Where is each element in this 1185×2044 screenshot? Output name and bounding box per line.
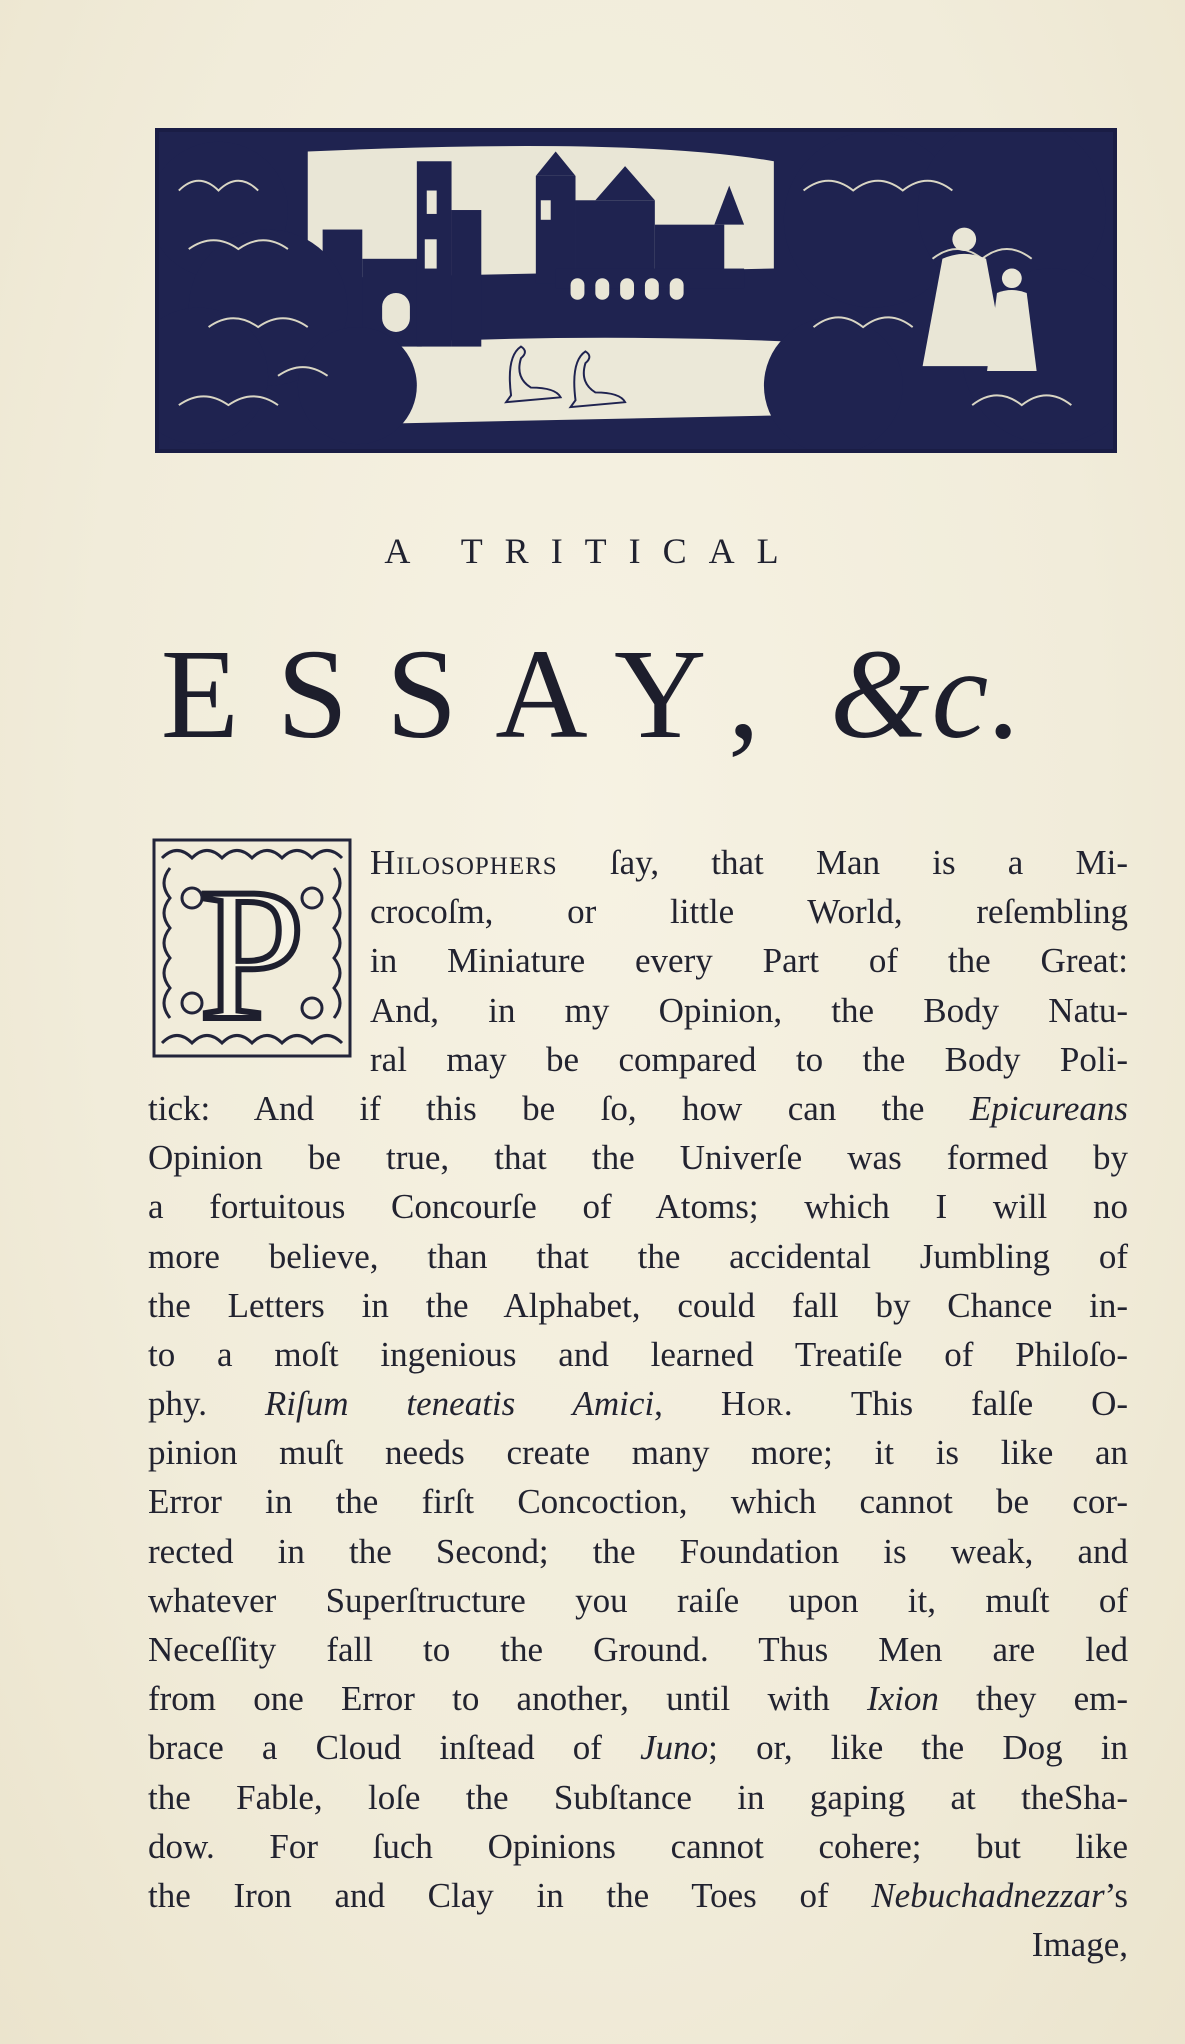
dropcap-letter: P bbox=[199, 850, 305, 1058]
main-title bbox=[0, 623, 1185, 765]
italic-text: Riſum teneatis Amici bbox=[264, 1384, 655, 1424]
text-line bbox=[148, 1035, 1128, 1084]
landscape-engraving bbox=[159, 132, 1113, 449]
text-line bbox=[148, 986, 1128, 1035]
text-segment: This falſe O- bbox=[793, 1384, 1128, 1424]
text-segment: more believe, than that the accidental Jumbling of bbox=[148, 1236, 1128, 1276]
text-line bbox=[148, 1576, 1128, 1625]
text-line bbox=[148, 1822, 1128, 1871]
text-segment: Neceſſity fall to the Ground. Thus Men are led bbox=[148, 1630, 1128, 1669]
text-segment: Image, bbox=[1031, 1925, 1128, 1965]
text-segment: ſay, that Man is a Mi- bbox=[557, 843, 1128, 882]
small-caps-text: Hilosophers bbox=[370, 843, 558, 882]
text-segment: they em- bbox=[938, 1679, 1128, 1719]
text-line bbox=[148, 1232, 1128, 1281]
text-segment: rected in the Second; the Foundation is weak, and bbox=[148, 1531, 1128, 1571]
italic-text: Epicureans bbox=[969, 1088, 1128, 1128]
text-line bbox=[148, 1428, 1128, 1477]
text-segment: brace a Cloud inſtead of bbox=[148, 1728, 641, 1768]
text-line bbox=[148, 1182, 1128, 1231]
italic-text: Nebuchadnezzar bbox=[871, 1875, 1105, 1915]
text-segment: the Iron and Clay in the Toes of bbox=[148, 1875, 872, 1915]
italic-text: Juno bbox=[640, 1728, 709, 1768]
text-segment: the Fable, loſe the Subſtance in gaping at theSha- bbox=[148, 1777, 1128, 1817]
subtitle: A TRITICAL bbox=[384, 531, 801, 571]
woodcut-headpiece-image bbox=[155, 128, 1117, 453]
text-line bbox=[148, 1527, 1128, 1576]
text-segment: to a moſt ingenious and learned Treatiſe of Philoſo- bbox=[148, 1334, 1128, 1374]
text-segment: the Letters in the Alphabet, could fall by Chance in- bbox=[148, 1285, 1128, 1325]
text-segment: ’s bbox=[1104, 1875, 1128, 1915]
text-segment: phy. bbox=[148, 1384, 265, 1424]
text-segment: from one Error to another, until with bbox=[148, 1679, 867, 1719]
text-segment: a fortuitous Concourſe of Atoms; which I will no bbox=[148, 1187, 1128, 1227]
text-line bbox=[148, 1330, 1128, 1379]
text-line bbox=[148, 1920, 1128, 1969]
small-caps-text: Hor. bbox=[720, 1384, 794, 1424]
text-segment: And, in my Opinion, the Body Natu- bbox=[370, 990, 1128, 1030]
text-line bbox=[148, 1084, 1128, 1133]
text-line bbox=[148, 887, 1128, 936]
text-line bbox=[148, 1625, 1128, 1674]
text-line bbox=[148, 1133, 1128, 1182]
text-segment: tick: And if this be ſo, how can the bbox=[148, 1088, 970, 1128]
italic-text: Ixion bbox=[866, 1679, 939, 1719]
text-segment: whatever Superſtructure you raiſe upon it, muſt of bbox=[148, 1580, 1128, 1620]
text-segment: ral may be compared to the Body Poli- bbox=[370, 1039, 1128, 1079]
text-segment: Opinion be true, that the Univerſe was formed by bbox=[148, 1138, 1128, 1178]
text-segment: ; or, like the Dog in bbox=[708, 1728, 1128, 1768]
title-main: ESSAY, bbox=[160, 623, 798, 765]
text-line bbox=[148, 1871, 1128, 1920]
text-line bbox=[148, 1281, 1128, 1330]
text-line bbox=[148, 1477, 1128, 1526]
text-segment: , bbox=[654, 1384, 721, 1424]
text-line bbox=[148, 838, 1128, 887]
text-segment: dow. For ſuch Opinions cannot cohere; but like bbox=[148, 1826, 1128, 1866]
text-segment: in Miniature every Part of the Great: bbox=[370, 941, 1128, 981]
text-segment: crocoſm, or little World, reſembling bbox=[370, 892, 1128, 932]
text-line bbox=[148, 936, 1128, 985]
text-segment: Error in the firſt Concoction, which cannot be cor- bbox=[148, 1482, 1128, 1522]
title-etc: &c. bbox=[829, 623, 1025, 765]
text-line bbox=[148, 1773, 1128, 1822]
text-segment: pinion muſt needs create many more; it is like an bbox=[148, 1433, 1128, 1473]
text-line bbox=[148, 1674, 1128, 1723]
text-line bbox=[148, 1723, 1128, 1772]
text-line bbox=[148, 1379, 1128, 1428]
body-text bbox=[148, 838, 1128, 1969]
